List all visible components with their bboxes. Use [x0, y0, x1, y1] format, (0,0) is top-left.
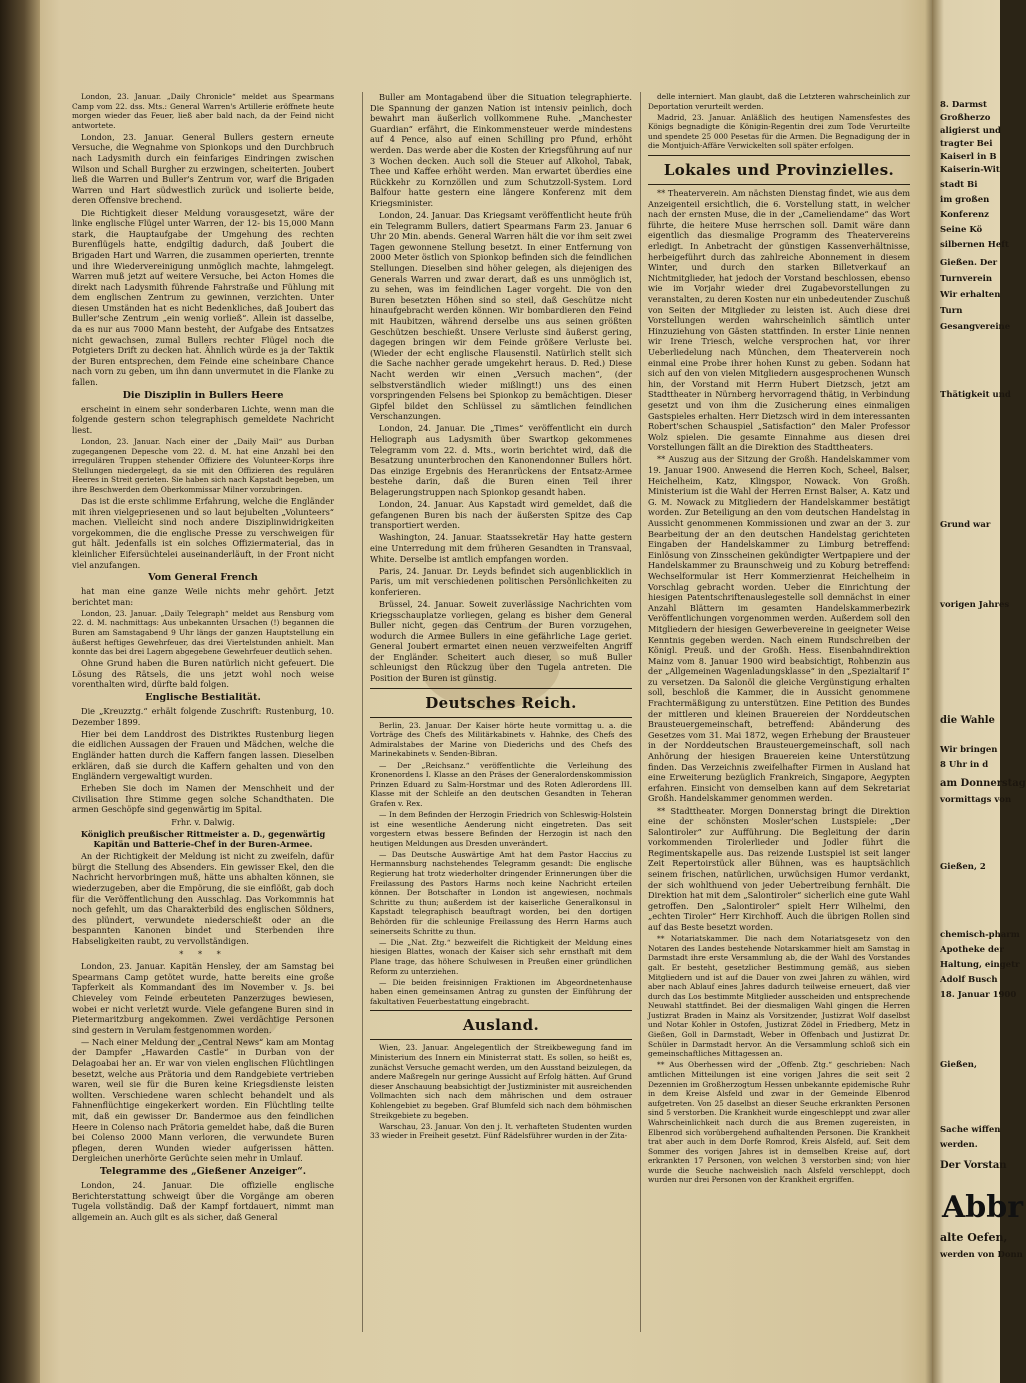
edge-text: 8. Darmst: [940, 100, 987, 110]
article-paragraph: Berlin, 23. Januar. Der Kaiser hörte heute vormittag u. a. die Vorträge des Chefs des Militärkabinets v. Hahnke, des Chefs des Admiralstabes der Marine von Diederichs und des Chefs des Marinekabinets v. Senden-Bibran.: [370, 720, 632, 759]
article-paragraph: Die Richtigkeit dieser Meldung vorausgesetzt, wäre der linke englische Flügel unter Warren, der 12- bis 15,000 Mann stark, die Hauptaufgabe der Umgehung des rechten Burenflügels hatte, endgiltig dadurch, daß Joubert die Brigaden Hart und Warren, die zusammen operierten, trennte und ihre Wiedervereinigung unmöglich machte, lahmgelegt. Warren muß jetzt auf weitere Versuche, bei Acton Homes die direkt nach Ladysmith führende Fahrstraße und Fühlung mit dem englischen Zentrum zu gewinnen, verzichten. Unter diesen Umständen hat es nicht Bedenkliches, daß Joubert das Buller'sche Zentrum „ein wenig vorließ“. Allein ist dasselbe, da es nur aus 7000 Mann besteht, der Aufgabe des Entsatzes nicht gewachsen, zumal Bullers rechter Flügel noch die Potgieters Drift zu decken hat. Ähnlich würde es ja der Taktik der Buren entsprechen, dem Feinde eine scheinbare Chance nach vorn zu geben, um ihn dann unvermutet in die Flanke zu fallen.: [72, 207, 334, 388]
edge-text: Seine Kö: [940, 225, 983, 235]
edge-text: im großen: [940, 195, 990, 205]
edge-text: werden.: [940, 1140, 978, 1150]
edge-text: aligierst und: [940, 126, 1001, 136]
section-separator: * * *: [179, 948, 227, 959]
article-paragraph: London, 23. Januar. General Bullers gestern erneute Versuche, die Wegnahme von Spionkops und den Durchbruch nach Ladysmith durch ein feinfariges Eindringen zwischen Wilson und Schall Burgher zu erzwingen, scheiterten. Joubert ließ die Warren und Buller's Zentrum vor, warf die Brigaden Warren und Hart südwestlich zurück und isolierte beide, deren Offensive brechend.: [72, 131, 334, 206]
article-paragraph: London, 24. Januar. Die „Times“ veröffentlicht ein durch Heliograph aus Ladysmith über Swartkop gekommenes Telegramm vom 22. d. Mts., worin berichtet wird, daß die Besatzung ununterbrochen den Kanonendonner Bullers hört. Das einzige Ergebnis des Heranrückens der Entsatz-Armee bestehe darin, daß die Buren einen Teil ihrer Belagerungstruppen nach Spionkop gesandt haben.: [370, 423, 632, 497]
edge-text: Grund war: [940, 520, 991, 530]
article-paragraph: — Die „Nat. Ztg.“ bezweifelt die Richtigkeit der Meldung eines hiesigen Blattes, wonach der Kaiser sich sehr ernsthaft mit dem Plane trage, das höhere Schulwesen in Preußen einer gründlichen Reform zu unterziehen.: [370, 937, 632, 976]
section-rule: [648, 184, 910, 185]
edge-text: Gesangvereine: [940, 322, 1011, 332]
article-paragraph: — Die beiden freisinnigen Fraktionen im Abgeordnetenhause haben einen gemeinsamen Antrag zu gunsten der Einführung der fakultativen Feuerbestattung eingebracht.: [370, 977, 632, 1006]
article-paragraph: London, 24. Januar. Aus Kapstadt wird gemeldet, daß die gefangenen Buren bis nach der äußersten Spitze des Cap transportiert werden.: [370, 499, 632, 531]
article-paragraph: Wien, 23. Januar. Angelegentlich der Streikbewegung fand im Ministerium des Innern ein Ministerrat statt. Es sollen, so heißt es, zunächst Versuche gemacht werden, um den Ausstand beizulegen, da andere Maßregeln nur geringe Aussicht auf Erfolg hätten. Auf Grund dieser Anschauung beabsichtigt der Justizminister mit ausreichenden Vollmachten sich nach dem mährischen und dem ostrauer Kohlengebiet zu begeben. Graf Blumfeld sich nach dem böhmischen Streikgebiete zu begeben.: [370, 1043, 632, 1120]
edge-text: vorigen Jahres: [940, 600, 1010, 610]
article-paragraph: London, 24. Januar. Die offizielle englische Berichterstattung schweigt über die Vorgänge am oberen Tugela vollständig. Daß der Kampf fortdauert, nimmt man allgemein an. Auch gilt es als sicher, daß General: [72, 1180, 334, 1222]
edge-text: Gießen,: [940, 1060, 977, 1070]
edge-text: Der Vorstan: [940, 1160, 1007, 1171]
article-paragraph: — In dem Befinden der Herzogin Friedrich von Schleswig-Holstein ist eine wesentliche Aenderung nicht eingetreten. Das seit vorgestern etwas bessere Befinden der Herzogin ist nach den heutigen Meldungen aus Dresden unverändert.: [370, 810, 632, 848]
article-paragraph: ** Theaterverein. Am nächsten Dienstag findet, wie aus dem Anzeigenteil ersichtlich, die 6. Vorstellung statt, in welcher nach der ernsten Muse, die in der „Cameliendame“ das Wort führte, die heitere Muse herrschen soll. Damit wäre dann eigentlich das diesmalige Programm des Theatervereins erledigt. In Anbetracht der günstigen Kassenverhältnisse, herbeigeführt durch das zahlreiche Abonnement in diesem Winter, und durch den starken Billetverkauf an Nichtmitglieder, hat jedoch der Vorstand beschlossen, ebenso wie im Vorjahr wieder drei Zugabevorstellungen zu veranstalten, zu deren Kosten nur ein unbedeutender Zuschuß von Seiten der Mitglieder zu leisten ist. Auch diese drei Vorstellungen werden wahrscheinlich sämtlich unter Hinzuziehung von Gästen stattfinden. In erster Linie nennen wir Irene Triesch, welche versprochen hat, vor ihrer Ueberliedelung nach München, dem Theaterverein noch einmal eine Probe ihrer hohen Kunst zu geben. Sodann hat sich auf den von vielen Mitgliedern ausgesprochenen Wunsch hin, der Vorstand mit Herrn Hubert Dietzsch, jetzt am Stadttheater in Nürnberg hervorragend thätig, in Verbindung gesetzt und von ihm die Zusicherung eines einmaligen Gastspieles erhalten. Herr Dietzsch wird in dem interessanten Robert'schen Schauspiel „Satisfaction“ den Maler Professor Wolz spielen. Die gesamte Einnahme aus diesen drei Vorstellungen fällt an die Direktion des Stadttheaters.: [648, 188, 910, 453]
edge-text: Konferenz: [940, 210, 990, 220]
edge-text: Turn: [940, 306, 963, 316]
edge-text: am Donnerstag: [940, 778, 1026, 789]
article-paragraph: delle interniert. Man glaubt, daß die Letzteren wahrscheinlich zur Deportation verurteilt werden.: [648, 92, 910, 111]
article-paragraph: ** Aus Oberhessen wird der „Offenb. Ztg.“ geschrieben: Nach amtlichen Mitteilungen ist eine vorigen Jahres die seit seit 2 Dezennien im Großherzogtum Hessen unbekannte epidemische Ruhr in dem Kreise Alsfeld und zwar in der Gemeinde Elbenrod aufgetreten. Von 25 daselbst an dieser Seuche erkrankten Personen sind 5 verstorben. Die Krankheit wurde eingeschleppt und zwar aller Wahrscheinlichkeit nach durch die aus Bremen zugereisten, in Elbenrod sich vorübergehend aufhaltenden Personen. Die Krankheit trat aber auch in dem Dorfe Romrod, Kreis Alsfeld, auf. Seit dem Sommer des vorigen Jahres ist in demselben Kreise auf, dort erkrankten 17 Personen, von welchen 3 verstorben sind; von hier wurde die Seuche nachweislich nach Alsfeld verschleppt, doch wurden nur drei Personen von der Krankheit ergriffen.: [648, 1060, 910, 1185]
section-rule: [370, 688, 632, 689]
edge-text: Thätigkeit und: [940, 390, 1011, 400]
article-paragraph: Ohne Grund haben die Buren natürlich nicht gefeuert. Die Lösung des Rätsels, die uns jetzt wohl noch weise vorenthalten wird, dürfte bald folgen.: [72, 658, 334, 690]
column-3: [648, 92, 910, 1332]
edge-text: vormittags von: [940, 795, 1012, 805]
edge-text: Turnverein: [940, 274, 993, 284]
edge-text: Kaiserin-Wit: [940, 165, 1000, 175]
edge-text: Haltung, eingetr: [940, 960, 1020, 970]
article-paragraph: Das ist die erste schlimme Erfahrung, welche die Engländer mit ihren vielgepriesenen und so laut bejubelten „Volunteers“ machen. Vielleicht sind noch andere Disziplinwidrigkeiten vorgekommen, die die englische Presse zu verschweigen für gut hält. Jedenfalls ist ein solches Offiziermaterial, das in kleinlicher Eifersüchtelei auseinanderläuft, in der Front nicht viel anzufangen.: [72, 495, 334, 570]
edge-text: silbernen Heft: [940, 240, 1009, 250]
article-paragraph: Brüssel, 24. Januar. Soweit zuverlässige Nachrichten vom Kriegsschauplatze vorliegen, gelang es bisher dem General Buller nicht, gegen das Centrum der Buren vorzugehen, wodurch die Armee Bullers in eine gefährliche Lage geriet. General Joubert ermartet einen neuen verzweifelten Angriff der Engländer. Scheitert auch dieser, so muß Buller schleunigst den Rückzug über den Tugela antreten. Die Position der Buren ist günstig.: [370, 598, 632, 684]
article-paragraph: erscheint in einem sehr sonderbaren Lichte, wenn man die folgende gestern schon telegraphisch gemeldete Nachricht liest.: [72, 403, 334, 435]
edge-text: Wir erhalten: [940, 290, 1001, 300]
section-rule: [370, 1039, 632, 1040]
edge-text: Gießen, 2: [940, 862, 986, 872]
article-heading: Die Disziplin in Bullers Heere: [122, 389, 284, 401]
column-rule: [640, 92, 641, 1332]
edge-text: Kaiserl in B: [940, 152, 997, 162]
edge-text: Apotheke der: [940, 945, 1004, 955]
edge-text: 18. Januar 1900: [940, 990, 1017, 1000]
edge-heading: die Wahle: [940, 715, 995, 726]
article-paragraph: Madrid, 23. Januar. Anläßlich des heutigen Namensfestes des Königs begnadigte die Königin-Regentin drei zum Tode Verurteilte und spendete 25 000 Pesetas für die Armen. Die Begnadigung der in die Montjuich-Affäre Verwickelten soll später erfolgen.: [648, 112, 910, 151]
article-paragraph: — Das Deutsche Auswärtige Amt hat dem Pastor Haccius zu Hermannsburg nachstehendes Telegramm gesandt: Die englische Regierung hat trotz wiederholter dringender Erinnerungen über die Freilassung des Pastors Harms noch keine Nachricht erteilen können. Der Botschafter in London ist angewiesen, nochmals Schritte zu thun; außerdem ist der kaiserliche Generalkonsul in Kapstadt telegraphisch beauftragt worden, bei den dortigen Behörden für die schleunige Freilassung des Herrn Harms auch seinerseits Schritte zu thun.: [370, 849, 632, 936]
article-paragraph: Die „Kreuzztg.“ erhält folgende Zuschrift: Rustenburg, 10. Dezember 1899.: [72, 706, 334, 727]
edge-text: Sache wiffen: [940, 1125, 1001, 1135]
article-paragraph: ** Auszug aus der Sitzung der Großh. Handelskammer vom 19. Januar 1900. Anwesend die Herren Koch, Scheel, Balser, Heichelheim, Katz, Klingspor, Nowack. Von Großh. Ministerium ist die Wahl der Herren Ernst Balser, A. Katz und G. M. Nowack zu Mitgliedern der Handelskammer bestätigt worden. Zur Beteiligung an den vom deutschen Handelstag in Aussicht genommenen Kommissionen und zwar an der 3. zur Bearbeitung der an den deutschen Handelstag gerichteten Eingaben der Handelskammer zu Limburg betreffend: Einlösung von Zinsscheinen gekündigter Wertpapiere und der Handelskammer zu Braunschweig und zu Koburg betreffend: Wechselformular ist Herr Kommerzienrat Heichelheim in Vorschlag gebracht worden. Ueber die Einrichtung der hiesigen Patentschriftenauslegestelle soll demnächst in einer Anzahl Blättern im gesamten Handelskammerbezirk Veröffentlichungen vorgenommen werden. Außerdem soll den Mitgliedern der hiesigen Gewerbevereine in geeigneter Weise Kenntnis gegeben werden. Nach einem Rundschreiben der Königl. Preuß. und der Großh. Hess. Eisenbahndirektion Mainz vom 8. Januar 1900 wird beabsichtigt, Rohbenzin aus der „Allgemeinen Wagenladungsklasse“ in den „Spezialtarif I“ zu versetzen. Da Salonöl die gleiche Vergünstigung erhalten soll, beschloß die Kammer, die in Aussicht genommene Frachtermäßigung zu unterstützen. Eine Petition des Bundes der mittleren und kleinen Brauereien der Norddeutschen Brausteuergemeinschaft, betreffend: Abänderung des Gesetzes vom 31. Mai 1872, wegen Erhebung der Brausteuer in der Norddeutschen Brausteuergemeinschaft, soll nach Anhörung der hiesigen Brauereien keine Unterstützung finden. Das Verzeichnis zweifelhafter Firmen in Ausland hat eine Erweiterung bezüglich Frankreich, Singapore, Aegypten erfahren. Einsicht von demselben kann auf dem Sekretariat Großh. Handelskammer genommen werden.: [648, 454, 910, 804]
signature-line: Frhr. v. Dalwig.: [171, 816, 235, 827]
article-paragraph: hat man eine ganze Weile nichts mehr gehört. Jetzt berichtet man:: [72, 586, 334, 607]
article-paragraph: London, 24. Januar. Das Kriegsamt veröffentlicht heute früh ein Telegramm Bullers, datiert Spearmans Farm 23. Januar 6 Uhr 20 Min. abends. General Warren hält die vor ihm seit zwei Tagen gewonnene Stellung besetzt. In einer Entfernung von 2000 Meter östlich von Spionkop befinden sich die feindlichen Stellungen. Dieselben sind höher gelegen, als diejenigen des Generals Warren und zwar derart, daß es uns unmöglich ist, zu sehen, was im feindlichen Lager vorgeht. Die von den Buren besetzten Höhen sind so steil, daß Geschütze nicht hinaufgebracht werden können. Wir bombardieren den Feind mit Haubitzen, während derselbe uns aus seinen größten Geschützen beschießt. Unsere Verluste sind äußerst gering, dagegen bringen wir dem Feinde größere Verluste bei. (Wieder der echt englische Flausenstil. Natürlich stellt sich die Sache nachher gerade umgekehrt heraus. D. Red.) Diese Nacht werden wir einen „Versuch machen“, (der selbstverständlich wieder mißlingt!) uns des einen vorspringenden Felsens bei Spionkop zu bemächtigen. Dieser Gipfel bildet den Schlüssel zu sämtlichen feindlichen Verschanzungen.: [370, 210, 632, 422]
edge-text: tragter Bei: [940, 139, 993, 149]
article-paragraph: London, 23. Januar. „Daily Telegraph“ meldet aus Rensburg vom 22. d. M. nachmittags: Aus unbekannten Ursachen (!) begannen die Buren am Samstagabend 9 Uhr längs der ganzen Hauptstellung ein äußerst heftiges Gewehrfeuer, das drei Viertelstunden anhielt. Man konnte das bei drei Lagern abgegebene Gewehrfeuer deutlich sehen.: [72, 608, 334, 657]
section-rule: [370, 1010, 632, 1011]
article-heading: Telegramme des „Gießener Anzeiger“.: [99, 1166, 307, 1177]
edge-text: Wir bringen: [940, 745, 998, 755]
article-paragraph: Erheben Sie doch im Namen der Menschheit und der Civilisation Ihre Stimme gegen solche Schandthaten. Die armen Geschöpfe sind gegenwärtig im Spital.: [72, 783, 334, 815]
article-paragraph: London, 23. Januar. „Daily Chronicle“ meldet aus Spearmans Camp vom 22. dss. Mts.: General Warren's Artillerie eröffnete heute morgen wieder das Feuer, ließ aber bald nach, da der Feind nicht antwortete.: [72, 92, 334, 130]
edge-text: Gießen. Der: [940, 258, 998, 268]
article-paragraph: Hier bei dem Landdrost des Distriktes Rustenburg liegen die eidlichen Aussagen der Frauen und Mädchen, welche die Engländer hatten durch die Kaffern fangen lassen. Dieselben erklären, daß sie durch die Kaffern gehalten und von den Engländern vergewaltigt wurden.: [72, 728, 334, 782]
column-rule: [362, 92, 363, 1332]
edge-text: 8 Uhr in d: [940, 760, 989, 770]
edge-text: stadt Bi: [940, 180, 978, 190]
article-paragraph: Warschau, 23. Januar. Von den j. It. verhafteten Studenten wurden 33 wieder in Freiheit gesetzt. Fünf Rädelsführer wurden in der Zita-: [370, 1121, 632, 1141]
section-rule: [370, 717, 632, 718]
article-paragraph: Washington, 24. Januar. Staatssekretär Hay hatte gestern eine Unterredung mit dem früheren Gesandten in Transvaal, White. Derselbe ist amtlich empfangen worden.: [370, 532, 632, 564]
article-paragraph: Buller am Montagabend über die Situation telegraphierte. Die Spannung der ganzen Nation ist intensiv peinlich, doch bewahrt man äußerlich vollkommene Ruhe. „Manchester Guardian“ erfährt, die Einkommensteuer werde mindestens auf 4 Pence, also auf einen Schilling pro Pfund, erhöht werden. Das werde aber die Kosten der Kriegsführung auf nur 3 Wochen decken. Auch soll die Steuer auf Alkohol, Tabak, Thee und Kaffee erhöht werden. Man erwartet überdies eine Rückkehr zu Kornzöllen und zum Schutzzoll-System. Lord Balfour hatte gestern eine längere Konferenz mit dem Kriegsminister.: [370, 92, 632, 208]
article-paragraph: Paris, 24. Januar. Dr. Leyds befindet sich augenblicklich in Paris, um mit verschiedenen politischen Persönlichkeiten zu konferieren.: [370, 565, 632, 597]
column-1: [72, 92, 334, 1332]
edge-text: Großherzo: [940, 113, 991, 123]
article-heading: Vom General French: [148, 572, 258, 584]
edge-text: alte Oefen,: [940, 1231, 1008, 1244]
edge-advert-heading: Abbr: [942, 1190, 1024, 1225]
article-paragraph: London, 23. Januar. Kapitän Hensley, der am Samstag bei Spearmans Camp getötet wurde, hatte bereits eine große Tapferkeit als Kommandant des im November v. Js. bei Chieveley vom Feinde erbeuteten Panzerzuges bewiesen, wobei er nicht verletzt wurde. Viele gefangene Buren sind in Pietermaritzburg angekommen. Zwei verdächtige Personen sind gestern in Verulam festgenommen worden.: [72, 961, 334, 1035]
section-heading: Deutsches Reich.: [425, 693, 577, 712]
edge-text: chemisch-pharm: [940, 930, 1020, 940]
article-paragraph: ** Stadttheater. Morgen Donnerstag bringt die Direktion eine der schönsten Mosler'schen Lustspiele: „Der Salontiroler“ zur Aufführung. Die Begleitung der darin vorkommenden Tirolerlieder und Jodler führt die Regimentskapelle aus. Das reizende Lustspiel ist seit langer Zeit Repertoirstück aller Bühnen, was es hauptsächlich seinem frischen, natürlichen, urwüchsigen Humor verdankt, der sich wohlthuend von jeder Uebertreibung fernhält. Die Direktion hat mit dem „Salontiroler“ sicherlich eine gute Wahl getroffen. Den „Salontiroler“ spielt Herr Wilhelmi, den „echten Tiroler“ Herr Kirchhoff. Auch die übrigen Rollen sind auf das Beste besetzt worden.: [648, 805, 910, 933]
article-heading: Englische Bestialität.: [145, 692, 261, 704]
adjacent-page-edge: [932, 0, 1026, 1383]
edge-text: Adolf Busch: [940, 975, 998, 985]
section-heading: Ausland.: [462, 1016, 540, 1035]
signature-title: Königlich preußischer Rittmeister a. D., gegenwärtig Kapitän und Batterie-Chef in der Buren-Armee.: [80, 828, 326, 850]
section-rule: [648, 155, 910, 156]
article-paragraph: ** Notariatskammer. Die nach dem Notariatsgesetz von den Notaren des Landes bestehende Notarskammer hielt am Samstag in Darmstadt ihre erste Versammlung ab, die der Wahl des Vorstandes galt. Er besteht, gesetzlicher Bestimmung gemäß, aus sieben Mitgliedern und ist auf die Dauer von zwei Jahren zu wählen, wird aber nach Ablauf eines Jahres dadurch teilweise erneuert, daß vier durch das Los bestimmte Mitglieder ausscheiden und entsprechende Neuwahl stattfindet. Bei der diesmaligen Wahl gingen die Herren Justizrat Braden in Mainz als Vorsitzender, Justizrat Wolf daselbst und Notar Kohler in Ostofen, Justizrat Zödel in Friedberg, Metz in Gießen, Goll in Darmstadt, Weber in Offenbach und Justizrat Dr. Schüler in Darmstadt hervor. An die Versammlung schloß sich ein gemeinschaftliches Mittagessen an.: [648, 934, 910, 1059]
edge-text: werden von Donn: [940, 1250, 1023, 1260]
article-paragraph: London, 23. Januar. Nach einer der „Daily Mail“ aus Durban zugegangenen Depesche vom 22. d. M. hat eine Anzahl bei den irregulären Truppen stehender Offiziere des Volunteer-Korps ihre Stellungen niedergelegt, da sie mit den Offizieren des regulären Heeres in Streit gerieten. Sie haben sich nach Kapstadt begeben, um ihre Beschwerden dem Oberkommissar Milner vorzubringen.: [72, 436, 334, 494]
article-paragraph: An der Richtigkeit der Meldung ist nicht zu zweifeln, dafür bürgt die Stellung des Absenders. Ein gewisser Ekel, den die Nachricht hervorbringen muß, hätte uns abhalten können, sie wiederzugeben, aber die Empörung, die sie einflößt, gab doch für die Veröffentlichung den Ausschlag. Das Vorkommnis hat noch gefehlt, um das Charakterbild des englischen Söldners, des plündert, verwundete niederschießt oder an die bespannten Kanonen bindet und Sterbenden ihre Habseligkeiten raubt, zu vervollständigen.: [72, 851, 334, 947]
book-spine: [0, 0, 40, 1383]
article-paragraph: — Der „Reichsanz.“ veröffentlichte die Verleihung des Kronenordens I. Klasse an den Präses der Generalordenskommission Prinzen Eduard zu Salm-Horstmar und des Roten Adlerordens III. Klasse mit der Schleife an den deutschen Gesandten in Teheran Grafen v. Rex.: [370, 760, 632, 808]
column-2: [370, 92, 632, 1332]
section-heading: Lokales und Provinzielles.: [663, 161, 895, 180]
article-paragraph: — Nach einer Meldung der „Central News“ kam am Montag der Dampfer „Hawarden Castle“ in Durban von der Delagoabai her an. Er war von vielen englischen Flüchtlingen besetzt, welche aus Prätoria und dem Randgebiete vertrieben waren, weil sie für die Buren keine Kriegsdienste leisten wollten. Verschiedene waren schlecht behandelt und als Fahnenflüchtige eingekerkert worden. Ein Flüchtling teilte mit, daß ein gewisser Dr. Bandermoe aus den feindlichen Heere in Colenso nach Prätoria gemeldet habe, daß die Buren bei Colenso 2000 Mann verloren, die verwundete Buren pflegen, deren Wunden wieder aufgerissen hätten. Dergleichen unerhörte Gerüchte seien mehr in Umlauf.: [72, 1036, 334, 1164]
